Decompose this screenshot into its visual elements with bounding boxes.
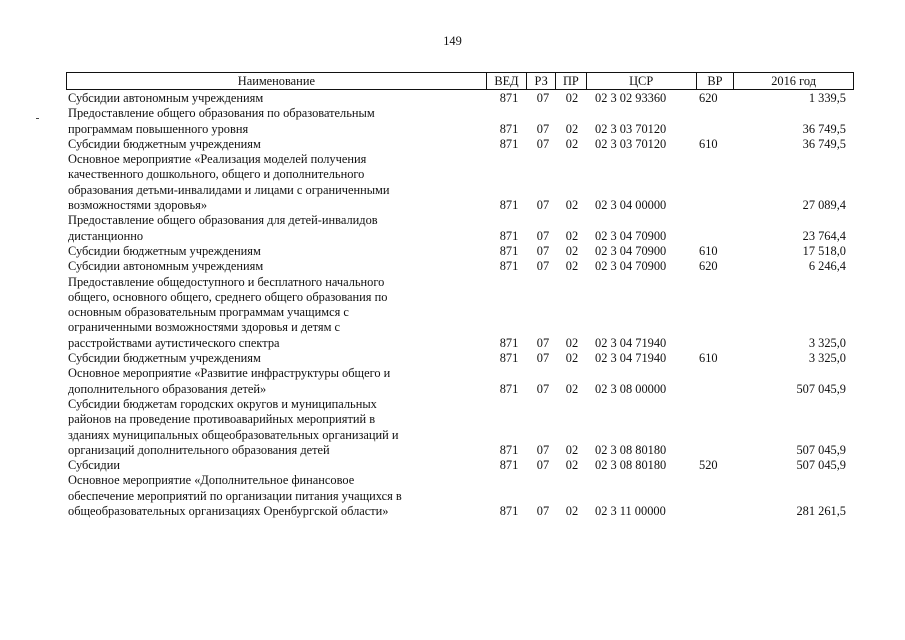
row-csr: 02 3 04 70900 <box>595 228 667 243</box>
row-sum: 36 749,5 <box>802 121 846 136</box>
row-name <box>66 458 489 473</box>
row-pr: 02 <box>565 243 579 258</box>
table-row <box>66 351 854 366</box>
row-sum: 36 749,5 <box>802 136 846 151</box>
row-name <box>66 91 489 106</box>
row-name-line: расстройствами аутистического спектра <box>68 335 280 350</box>
row-csr: 02 3 03 70120 <box>595 121 667 136</box>
table-body <box>66 90 854 519</box>
row-name <box>66 213 489 244</box>
row-ved: 871 <box>499 243 519 258</box>
row-ved: 871 <box>499 504 519 519</box>
row-name-line: Предоставление общего образования для детей-инвалидов <box>68 213 378 228</box>
header-pr: ПР <box>556 73 587 89</box>
row-name-line: Субсидии бюджетам городских округов и муниципальных <box>68 396 377 411</box>
header-rz: РЗ <box>527 73 556 89</box>
row-pr: 02 <box>565 136 579 151</box>
row-pr: 02 <box>565 351 579 366</box>
row-csr: 02 3 03 70120 <box>595 136 667 151</box>
table-row <box>66 366 854 397</box>
row-csr: 02 3 11 00000 <box>595 504 666 519</box>
scan-artifact <box>36 118 39 119</box>
row-pr: 02 <box>565 198 579 213</box>
row-name-line: образования детьми-инвалидами и лицами с ограниченными <box>68 182 390 197</box>
row-vr: 620 <box>699 259 718 274</box>
row-vr: 610 <box>699 351 718 366</box>
row-name-line: Основное мероприятие «Дополнительное финансовое <box>68 473 355 488</box>
row-pr: 02 <box>565 91 579 105</box>
row-name-line: Субсидии бюджетным учреждениям <box>68 351 261 366</box>
row-name <box>66 275 489 351</box>
row-sum: 3 325,0 <box>808 335 846 350</box>
row-csr: 02 3 04 70900 <box>595 259 667 274</box>
row-ved: 871 <box>499 198 519 213</box>
row-pr: 02 <box>565 458 579 473</box>
table-row <box>66 91 854 106</box>
row-sum: 23 764,4 <box>802 228 846 243</box>
row-name-line: Предоставление общедоступного и бесплатного начального <box>68 274 385 289</box>
row-ved: 871 <box>499 335 519 350</box>
row-rz: 07 <box>536 335 550 350</box>
row-csr: 02 3 04 00000 <box>595 198 667 213</box>
row-rz: 07 <box>536 243 550 258</box>
row-name-line: Субсидии бюджетным учреждениям <box>68 243 261 258</box>
row-name-line: организаций дополнительного образования детей <box>68 442 330 457</box>
row-csr: 02 3 08 80180 <box>595 458 667 473</box>
row-name <box>66 152 489 213</box>
table-row <box>66 244 854 259</box>
row-sum: 281 261,5 <box>796 504 846 519</box>
row-sum: 507 045,9 <box>796 458 846 473</box>
row-rz: 07 <box>536 121 550 136</box>
row-name <box>66 473 489 519</box>
table-row <box>66 213 854 244</box>
row-name <box>66 137 489 152</box>
row-name <box>66 244 489 259</box>
row-pr: 02 <box>565 121 579 136</box>
header-name: Наименование <box>67 73 487 89</box>
row-rz: 07 <box>536 198 550 213</box>
row-name-line: обеспечение мероприятий по организации питания учащихся в <box>68 488 402 503</box>
row-ved: 871 <box>499 136 519 151</box>
row-vr: 620 <box>699 91 718 105</box>
row-name-line: Субсидии автономным учреждениям <box>68 259 264 274</box>
table-row <box>66 275 854 351</box>
row-name-line: общеобразовательных организациях Оренбургской области» <box>68 504 389 519</box>
row-pr: 02 <box>565 442 579 457</box>
row-rz: 07 <box>536 381 550 396</box>
table-row <box>66 458 854 473</box>
row-ved: 871 <box>499 91 519 105</box>
row-sum: 507 045,9 <box>796 442 846 457</box>
row-sum: 507 045,9 <box>796 381 846 396</box>
row-ved: 871 <box>499 381 519 396</box>
row-csr: 02 3 08 00000 <box>595 381 667 396</box>
row-sum: 6 246,4 <box>808 259 846 274</box>
row-pr: 02 <box>565 335 579 350</box>
row-name-line: Субсидии <box>68 458 120 473</box>
table-row <box>66 137 854 152</box>
row-pr: 02 <box>565 381 579 396</box>
row-rz: 07 <box>536 136 550 151</box>
row-ved: 871 <box>499 121 519 136</box>
row-rz: 07 <box>536 442 550 457</box>
row-vr: 610 <box>699 243 718 258</box>
row-rz: 07 <box>536 458 550 473</box>
row-sum: 17 518,0 <box>802 243 846 258</box>
row-rz: 07 <box>536 228 550 243</box>
table-row <box>66 397 854 458</box>
row-ved: 871 <box>499 458 519 473</box>
table-row <box>66 106 854 137</box>
row-ved: 871 <box>499 442 519 457</box>
row-pr: 02 <box>565 504 579 519</box>
row-name-line: дистанционно <box>68 228 144 243</box>
row-rz: 07 <box>536 504 550 519</box>
row-name-line: Предоставление общего образования по образовательным <box>68 106 375 121</box>
row-name-line: ограниченными возможностями здоровья и детям с <box>68 320 341 335</box>
row-name-line: общего, основного общего, среднего общего образования по <box>68 289 388 304</box>
budget-table <box>66 72 854 519</box>
header-csr: ЦСР <box>587 73 697 89</box>
row-name-line: дополнительного образования детей» <box>68 381 267 396</box>
header-ved: ВЕД <box>487 73 528 89</box>
row-pr: 02 <box>565 228 579 243</box>
table-row <box>66 259 854 274</box>
row-name-line: качественного дошкольного, общего и дополнительного <box>68 167 365 182</box>
table-header <box>66 72 854 90</box>
row-rz: 07 <box>536 351 550 366</box>
row-name <box>66 351 489 366</box>
row-csr: 02 3 04 70900 <box>595 243 667 258</box>
row-name-line: Субсидии автономным учреждениям <box>68 91 264 105</box>
row-name-line: Субсидии бюджетным учреждениям <box>68 136 261 151</box>
row-name <box>66 106 489 137</box>
row-sum: 3 325,0 <box>808 351 846 366</box>
page-number: 149 <box>443 34 462 48</box>
row-ved: 871 <box>499 259 519 274</box>
row-ved: 871 <box>499 228 519 243</box>
row-name <box>66 366 489 397</box>
row-name <box>66 397 489 458</box>
row-sum: 1 339,5 <box>808 91 846 105</box>
row-sum: 27 089,4 <box>802 198 846 213</box>
row-pr: 02 <box>565 259 579 274</box>
row-vr: 610 <box>699 136 718 151</box>
header-sum-2016: 2016 год <box>771 74 817 88</box>
row-name-line: зданиях муниципальных общеобразовательных организаций и <box>68 427 399 442</box>
row-name-line: Основное мероприятие «Развитие инфраструктуры общего и <box>68 366 391 381</box>
row-vr: 520 <box>699 458 718 473</box>
row-name-line: возможностями здоровья» <box>68 198 208 213</box>
table-row <box>66 473 854 519</box>
row-name-line: программам повышенного уровня <box>68 121 249 136</box>
row-ved: 871 <box>499 351 519 366</box>
table-row <box>66 152 854 213</box>
row-csr: 02 3 08 80180 <box>595 442 667 457</box>
row-rz: 07 <box>536 259 550 274</box>
row-name-line: Основное мероприятие «Реализация моделей получения <box>68 152 367 167</box>
row-csr: 02 3 04 71940 <box>595 335 667 350</box>
row-rz: 07 <box>536 91 550 105</box>
row-name <box>66 259 489 274</box>
row-csr: 02 3 02 93360 <box>595 91 667 105</box>
row-name-line: основным образовательным программам учащимся с <box>68 305 349 320</box>
header-vr: ВР <box>697 73 735 89</box>
row-name-line: районов на проведение противоаварийных мероприятий в <box>68 412 376 427</box>
row-csr: 02 3 04 71940 <box>595 351 667 366</box>
